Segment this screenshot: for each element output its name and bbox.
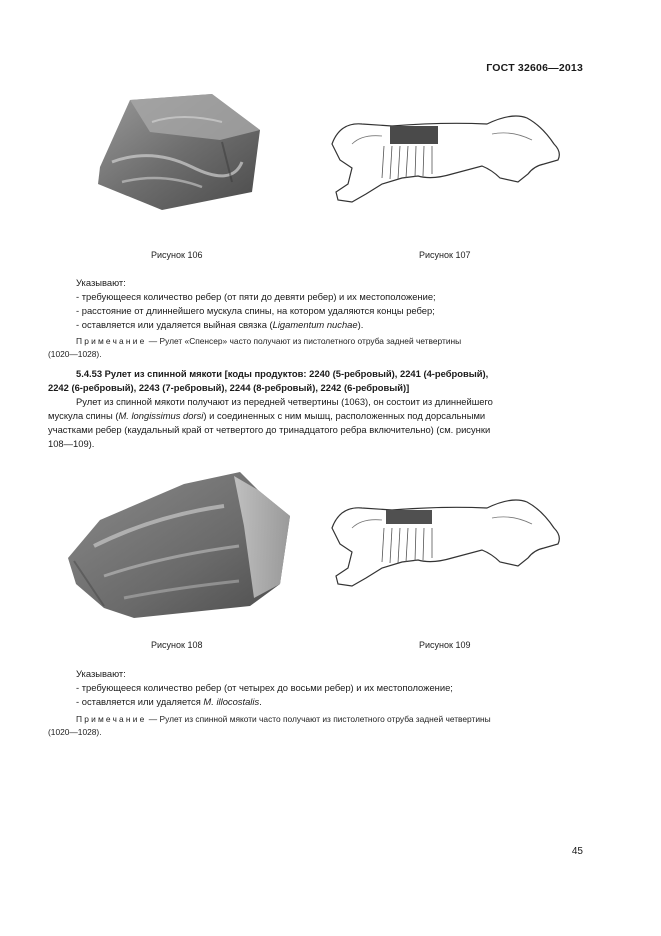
section1-intro: Указывают: bbox=[76, 277, 126, 288]
page-number: 45 bbox=[571, 846, 583, 857]
latin-term: M. longissimus dorsi bbox=[118, 410, 204, 421]
figure-107-carcass-diagram bbox=[322, 104, 574, 216]
latin-term: Ligamentum nuchae bbox=[272, 319, 358, 330]
section3-item: - оставляется или удаляется M. illocostalis. bbox=[76, 696, 262, 707]
paragraph: Рулет из спинной мякоти получают из передней четвертины (1063), он состоит из длиннейшего bbox=[76, 396, 493, 407]
document-code: ГОСТ 32606—2013 bbox=[486, 62, 583, 74]
figure-108-image bbox=[64, 466, 296, 624]
section1-item: - требующееся количество ребер (от пяти до девяти ребер) и их местоположение; bbox=[76, 291, 436, 302]
section1-note: Примечание — Рулет «Спенсер» часто получают из пистолетного отруба задней четвертины bbox=[76, 336, 462, 346]
paragraph: мускула спины (M. longissimus dorsi) и соединенных с ним мышц, расположенных под дорсальными bbox=[48, 410, 486, 421]
section1-item: - расстояние от длиннейшего мускула спины, на котором удаляются концы ребер; bbox=[76, 305, 435, 316]
figure-107-caption: Рисунок 107 bbox=[419, 250, 471, 260]
figure-109-caption: Рисунок 109 bbox=[419, 640, 471, 650]
section3-intro: Указывают: bbox=[76, 668, 126, 679]
section3-note-cont: (1020—1028). bbox=[48, 727, 102, 737]
section3-note: Примечание — Рулет из спинной мякоти часто получают из пистолетного отруба задней четвертины bbox=[76, 714, 491, 724]
section-heading: 5.4.53 Рулет из спинной мякоти [коды продуктов: 2240 (5-ребровый), 2241 (4-ребровый), bbox=[76, 368, 489, 379]
section3-item: - требующееся количество ребер (от четырех до восьми ребер) и их местоположение; bbox=[76, 682, 453, 693]
figure-106-image bbox=[92, 92, 272, 212]
section-heading-cont: 2242 (6-ребровый), 2243 (7-ребровый), 2244 (8-ребровый), 2242 (6-ребровый)] bbox=[48, 382, 410, 393]
section1-item: - оставляется или удаляется выйная связка (Ligamentum nuchae). bbox=[76, 319, 364, 330]
figure-108-caption: Рисунок 108 bbox=[151, 640, 203, 650]
figure-109-carcass-diagram bbox=[322, 488, 574, 596]
figure-106-caption: Рисунок 106 bbox=[151, 250, 203, 260]
paragraph: участками ребер (каудальный край от четвертого до тринадцатого ребра включительно) (см. рисунки bbox=[48, 424, 491, 435]
section1-note-cont: (1020—1028). bbox=[48, 349, 102, 359]
paragraph: 108—109). bbox=[48, 438, 95, 449]
latin-term: M. illocostalis bbox=[203, 696, 260, 707]
